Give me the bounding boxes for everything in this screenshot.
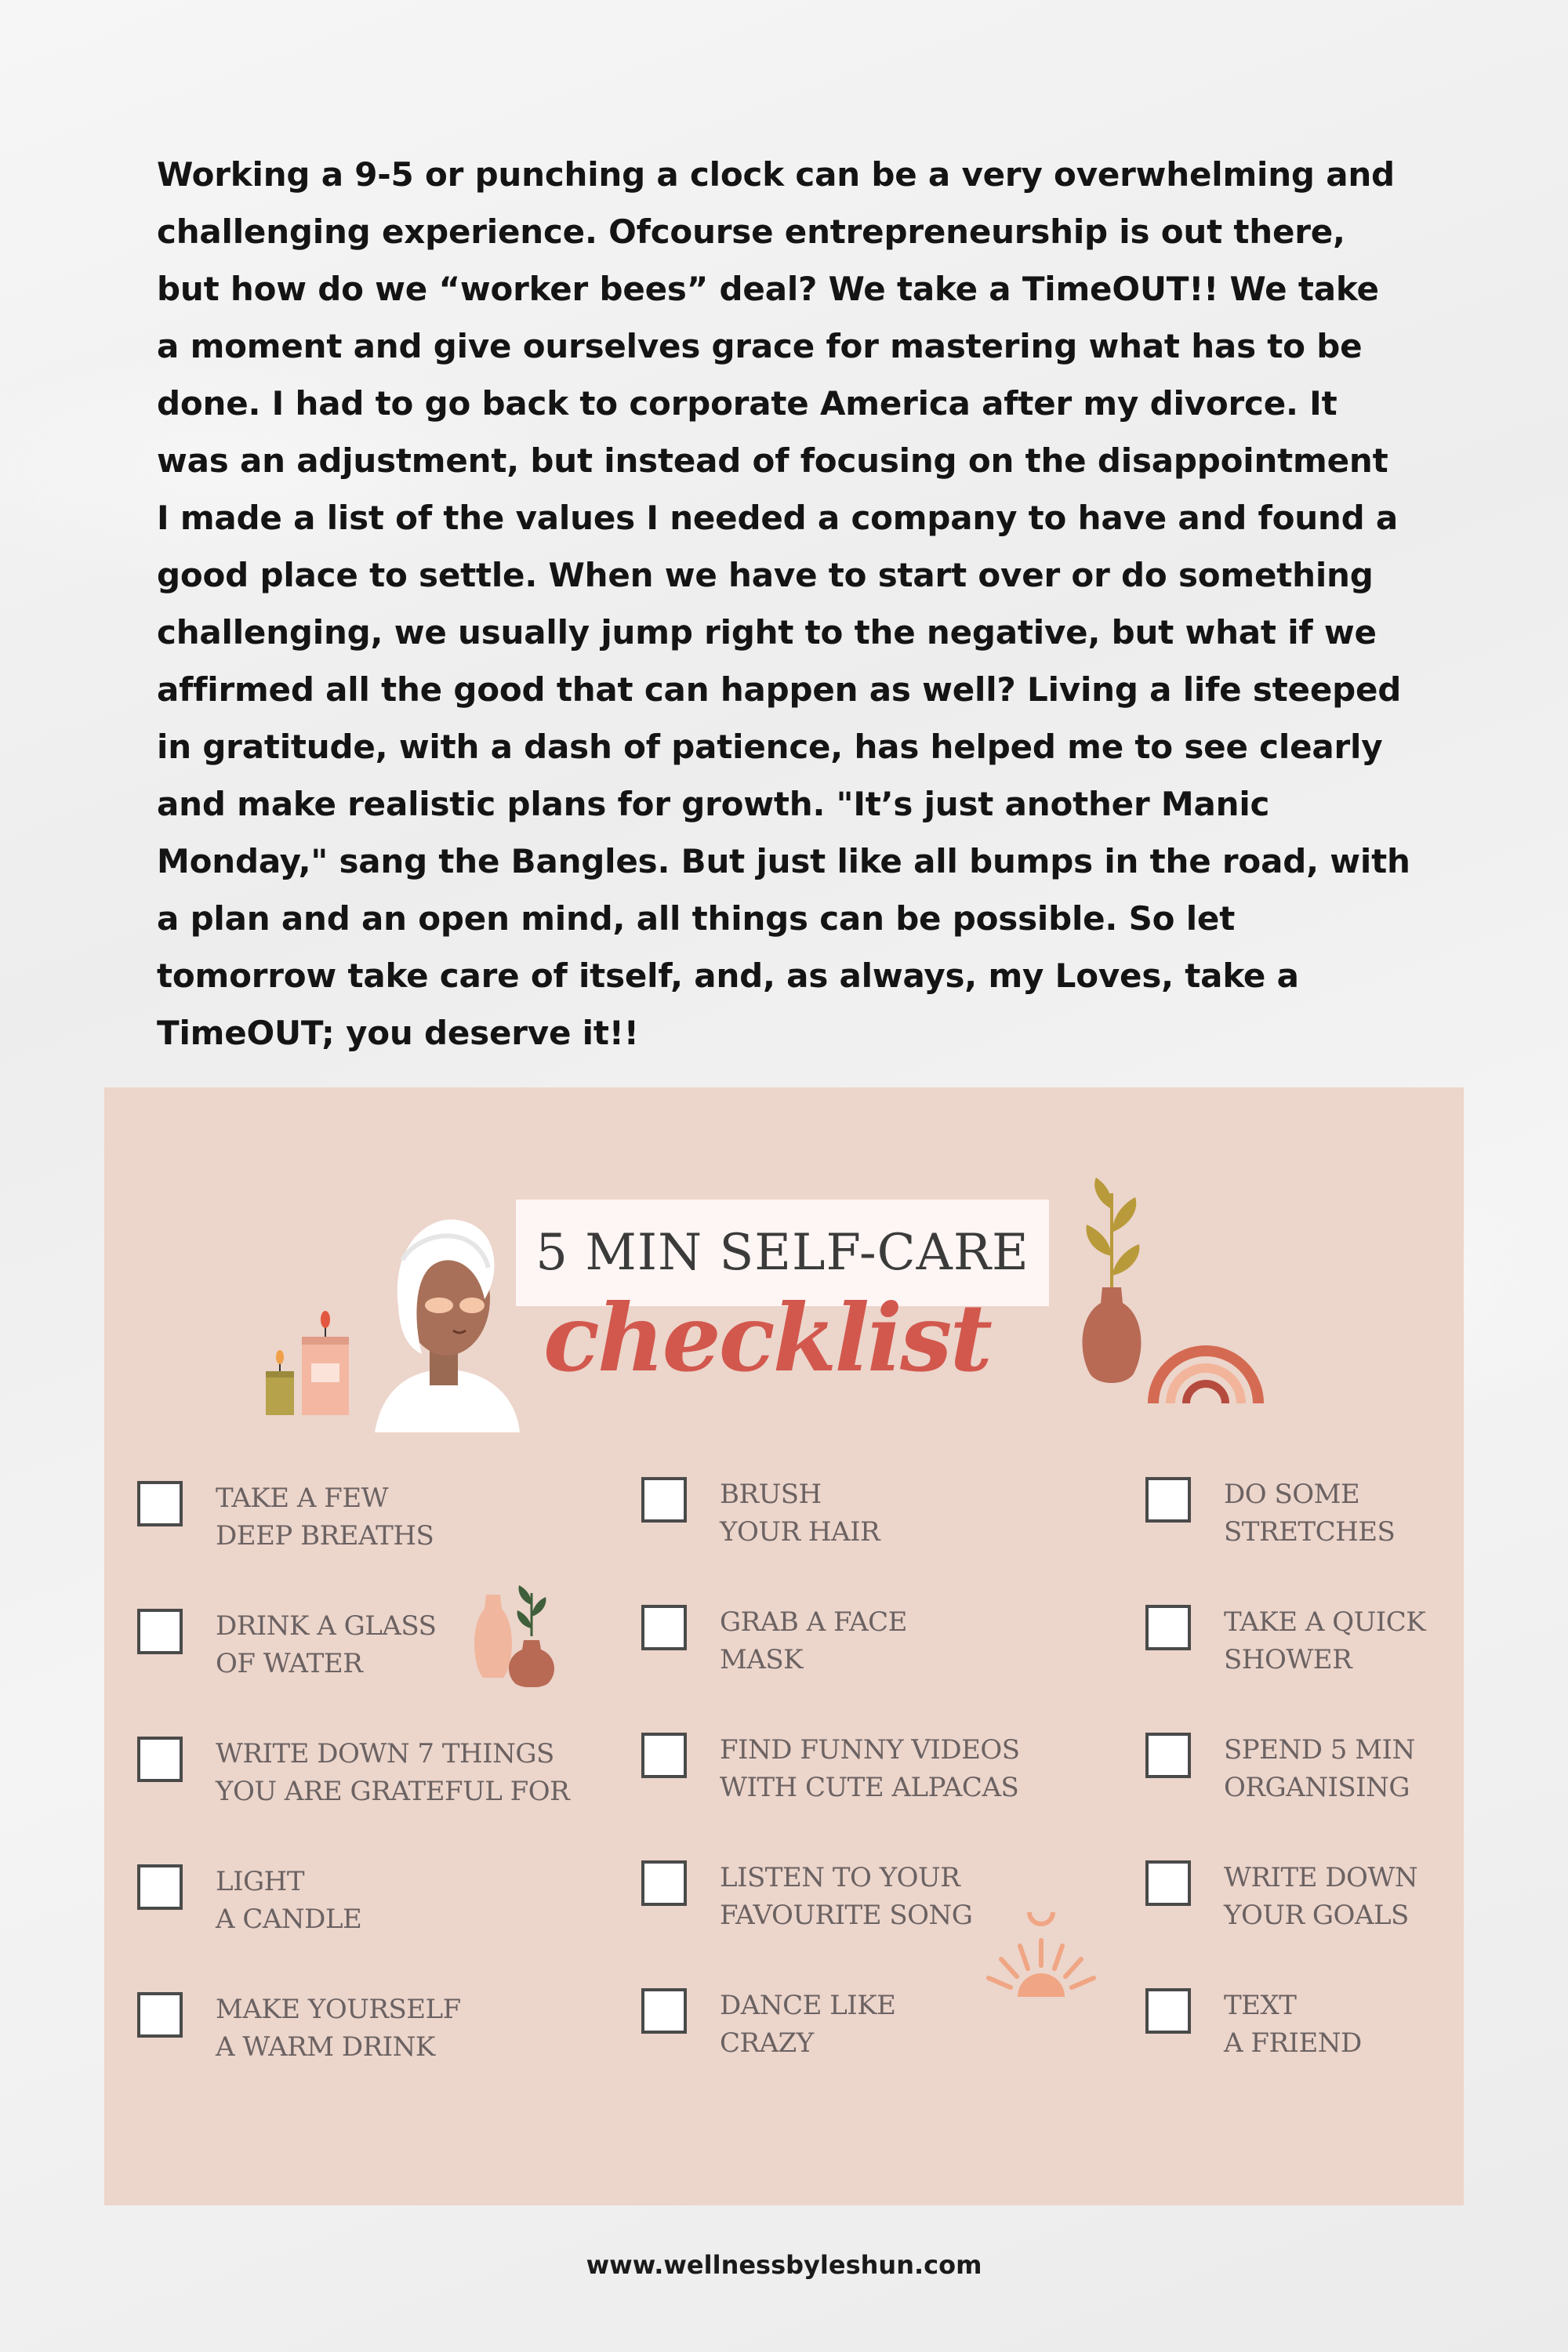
woman-towel-icon	[367, 1213, 524, 1432]
footer-url[interactable]: www.wellnessbyleshun.com	[586, 2250, 982, 2280]
checklist-item[interactable]	[1145, 1731, 1415, 1806]
checklist-item[interactable]	[641, 1987, 895, 2062]
checklist-item[interactable]	[641, 1859, 972, 1934]
checklist-item-label: TAKE A QUICK SHOWER	[1224, 1606, 1426, 1675]
checklist-item-label: SPEND 5 MIN ORGANISING	[1224, 1734, 1415, 1803]
checklist-item[interactable]	[641, 1475, 880, 1551]
checkbox[interactable]	[1145, 1605, 1191, 1650]
checklist-item[interactable]	[641, 1731, 1020, 1806]
checkbox[interactable]	[641, 1988, 687, 2034]
checkbox[interactable]	[137, 1864, 183, 1910]
checklist-item-label: MAKE YOURSELF A WARM DRINK	[216, 1994, 461, 2063]
checkbox[interactable]	[1145, 1988, 1191, 2034]
self-care-checklist-card	[104, 1087, 1464, 2205]
checklist-item[interactable]	[137, 1735, 569, 1810]
checklist-item-label: GRAB A FACE MASK	[720, 1606, 907, 1675]
checkbox[interactable]	[137, 1737, 183, 1782]
checkbox[interactable]	[137, 1992, 183, 2038]
checklist-item-label: WRITE DOWN 7 THINGS YOU ARE GRATEFUL FOR	[216, 1738, 570, 1807]
checklist-item-label: BRUSH YOUR HAIR	[720, 1479, 880, 1548]
checklist-item-label: TEXT A FRIEND	[1224, 1990, 1362, 2059]
checklist-item[interactable]	[1145, 1987, 1362, 2062]
checklist-item-label: DO SOME STRETCHES	[1224, 1479, 1396, 1548]
checkbox[interactable]	[641, 1605, 687, 1650]
checkbox[interactable]	[137, 1609, 183, 1654]
checkbox[interactable]	[641, 1860, 687, 1906]
checkbox[interactable]	[1145, 1477, 1191, 1523]
checklist-script-title: checklist	[543, 1283, 990, 1392]
checklist-item[interactable]	[1145, 1603, 1425, 1679]
checklist-item-label: LIGHT A CANDLE	[216, 1866, 362, 1935]
checklist-item-label: TAKE A FEW DEEP BREATHS	[216, 1483, 434, 1552]
checklist-item-label: FIND FUNNY VIDEOS WITH CUTE ALPACAS	[720, 1734, 1020, 1803]
checklist-item[interactable]	[1145, 1475, 1395, 1551]
checklist-item-label: LISTEN TO YOUR FAVOURITE SONG	[720, 1862, 973, 1931]
candles-icon	[261, 1299, 355, 1417]
small-vases-icon	[469, 1577, 563, 1687]
checklist-item-label: WRITE DOWN YOUR GOALS	[1224, 1862, 1418, 1931]
checkbox[interactable]	[641, 1477, 687, 1523]
checkbox[interactable]	[641, 1733, 687, 1778]
sun-moon-icon	[982, 1903, 1100, 2013]
checklist-item[interactable]	[137, 1863, 361, 1938]
essay-paragraph: Working a 9-5 or punching a clock can be a very overwhelming and challenging experience. Ofcourse entrepreneurship is out there, but how do we “worker bees” deal? We take a TimeOUT!! We take a moment and give ourselves grace for mastering what has to be done. I had to go back to corporate America after my divorce. It was an adjustment, but instead of focusing on the disappointment I made a list of the values I needed a company to have and found a good place to settle. When we have to start over or do something challenging, we usually jump right to the negative, but what if we affirmed all the good that can happen as well? Living a life steeped in gratitude, with a dash of patience, has helped me to see clearly and make realistic plans for growth. "It’s just another Manic Monday," sang the Bangles. But just like all bumps in the road, with a plan and an open mind, all things can be possible. So let tomorrow take care of itself, and, as always, my Loves, take a TimeOUT; you deserve it!!	[157, 155, 1410, 1052]
checklist-item[interactable]	[137, 1479, 434, 1555]
rainbow-icon	[1147, 1319, 1265, 1405]
checklist-item[interactable]	[641, 1603, 907, 1679]
checklist-title: 5 MIN SELF-CARE	[535, 1224, 1029, 1282]
checkbox[interactable]	[1145, 1733, 1191, 1778]
checkbox[interactable]	[137, 1481, 183, 1526]
checklist-item[interactable]	[137, 1991, 461, 2066]
plant-vase-icon	[1065, 1178, 1159, 1389]
checkbox[interactable]	[1145, 1860, 1191, 1906]
checklist-item[interactable]	[137, 1607, 436, 1682]
checklist-item[interactable]	[1145, 1859, 1417, 1934]
checklist-item-label: DANCE LIKE CRAZY	[720, 1990, 896, 2059]
checklist-item-label: DRINK A GLASS OF WATER	[216, 1610, 437, 1679]
